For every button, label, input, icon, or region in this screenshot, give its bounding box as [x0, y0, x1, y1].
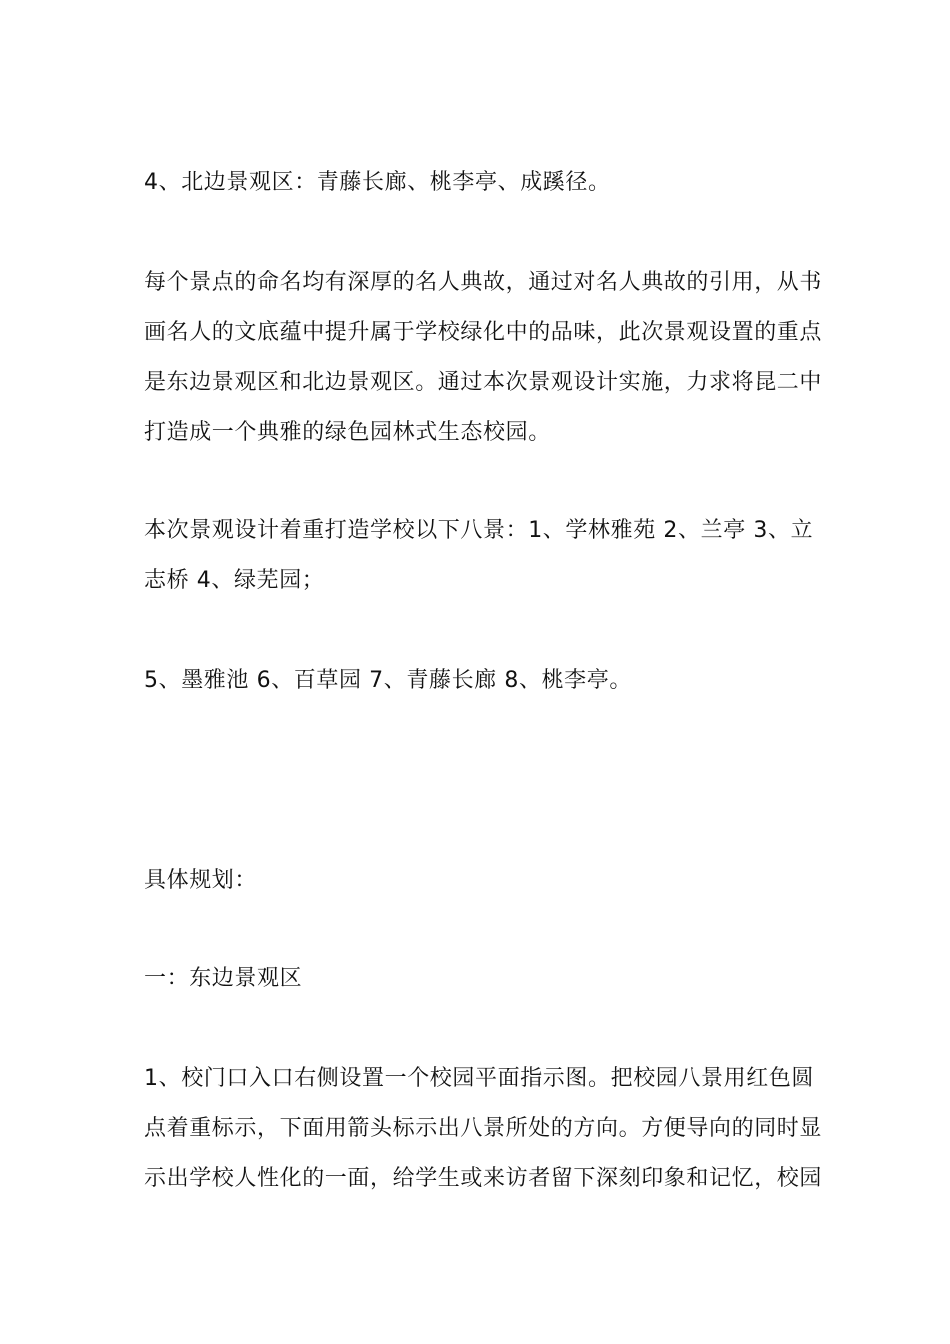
paragraph-line: 每个景点的命名均有深厚的名人典故，通过对名人典故的引用，从书 — [144, 270, 823, 295]
paragraph-line: 画名人的文底蕴中提升属于学校绿化中的品味，此次景观设置的重点 — [144, 320, 823, 345]
east-section-heading: 一：东边景观区 — [144, 966, 303, 991]
paragraph-line: 是东边景观区和北边景观区。通过本次景观设计实施，力求将昆二中 — [144, 370, 823, 395]
paragraph-line: 本次景观设计着重打造学校以下八景：1、学林雅苑 2、兰亭 3、立 — [144, 518, 814, 543]
eight-scenes-continued-line: 5、墨雅池 6、百草园 7、青藤长廊 8、桃李亭。 — [144, 668, 632, 693]
paragraph-line: 1、校门口入口右侧设置一个校园平面指示图。把校园八景用红色圆 — [144, 1066, 814, 1091]
paragraph-line: 打造成一个典雅的绿色园林式生态校园。 — [144, 420, 551, 445]
paragraph-line: 点着重标示，下面用箭头标示出八景所处的方向。方便导向的同时显 — [144, 1116, 823, 1141]
paragraph-line: 示出学校人性化的一面，给学生或来访者留下深刻印象和记忆，校园 — [144, 1166, 823, 1191]
plan-heading: 具体规划： — [144, 868, 258, 893]
paragraph-line: 志桥 4、绿芜园； — [144, 568, 325, 593]
section-4-line: 4、北边景观区：青藤长廊、桃李亭、成蹊径。 — [144, 170, 611, 195]
